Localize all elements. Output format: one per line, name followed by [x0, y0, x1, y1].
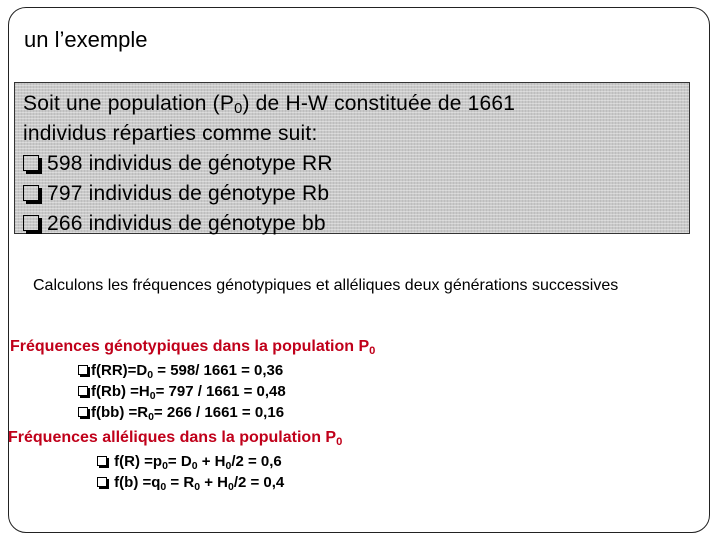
formula-subscript: 0 [225, 460, 232, 472]
checkbox-bullet-icon [78, 407, 88, 417]
formula-f-rr [78, 362, 283, 379]
formula-subscript: 0 [194, 481, 201, 493]
checkbox-bullet-icon [97, 456, 107, 466]
formula-text: = 797 / 1661 = 0,48 [155, 383, 286, 400]
formula-subscript: 0 [160, 481, 167, 493]
formula-text: f(b) =q [110, 474, 161, 491]
checkbox-bullet-icon [78, 386, 88, 396]
formula-f-b [97, 474, 284, 491]
formula-text: /2 = 0,6 [231, 453, 282, 470]
genotype-item [23, 209, 681, 239]
formula-subscript: 0 [149, 390, 156, 402]
formula-text: = R [166, 474, 195, 491]
genotypic-heading-text: Fréquences génotypiques dans la population P [10, 338, 370, 355]
slide-title: un l’exemple [24, 27, 148, 52]
genotype-item-text: 266 individus de génotype bb [47, 212, 326, 235]
intro-line-1 [23, 89, 681, 119]
genotype-item-text: 598 individus de génotype RR [47, 152, 333, 175]
formula-f-rb [78, 383, 286, 400]
formula-text: = D [167, 453, 192, 470]
allelic-heading [8, 429, 342, 447]
allelic-heading-text: Fréquences alléliques dans la population P [8, 429, 337, 446]
checkbox-bullet-icon [23, 185, 39, 201]
intro-line-2: individus réparties comme suit: [23, 122, 318, 145]
formula-text: = 598/ 1661 = 0,36 [153, 362, 284, 379]
genotypic-heading [10, 338, 375, 356]
formula-text: f(Rb) =H [91, 383, 150, 400]
genotypic-heading-subscript: 0 [369, 345, 376, 357]
formula-text: f(bb) =R [91, 404, 149, 421]
formula-subscript: 0 [191, 460, 198, 472]
genotype-item [23, 149, 681, 179]
formula-text: + H [200, 474, 228, 491]
formula-text: + H [197, 453, 226, 470]
genotype-item-text: 797 individus de génotype Rb [47, 182, 330, 205]
intro-text-pre: Soit une population (P [23, 92, 235, 115]
formula-text: = 266 / 1661 = 0,16 [153, 404, 285, 421]
formula-text: /2 = 0,4 [233, 474, 285, 491]
checkbox-bullet-icon [97, 477, 107, 487]
formula-text: f(RR)=D [91, 362, 148, 379]
formula-subscript: 0 [162, 460, 168, 472]
intro-subscript: 0 [234, 101, 243, 117]
formula-subscript: 0 [148, 411, 154, 423]
population-box [14, 82, 690, 234]
checkbox-bullet-icon [78, 365, 88, 375]
intro-text-post: ) de H-W constituée de 1661 [242, 92, 516, 115]
formula-subscript: 0 [147, 369, 154, 381]
formula-text: f(R) =p [110, 453, 163, 470]
checkbox-bullet-icon [23, 155, 39, 171]
formula-f-r [97, 453, 282, 470]
allelic-heading-subscript: 0 [336, 436, 343, 448]
calculation-intro: Calculons les fréquences génotypiques et alléliques deux générations successives [33, 277, 619, 294]
formula-subscript: 0 [227, 481, 234, 493]
genotype-item [23, 179, 681, 209]
formula-f-bb [78, 404, 284, 421]
checkbox-bullet-icon [23, 215, 39, 231]
